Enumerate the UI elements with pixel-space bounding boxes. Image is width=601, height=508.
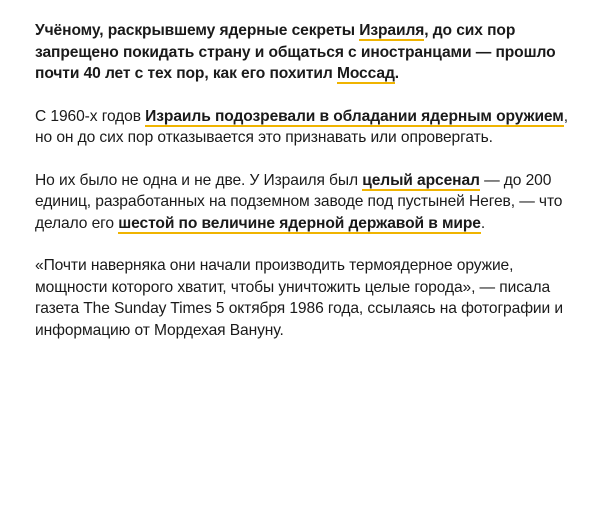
text-segment: «Почти наверняка они начали производить термоядерное оружие, мощности которого хватит, чтобы уничтожить целые города», — писала газета The Sunday Times 5 октября 1986 года, ссылаясь на фотографии и информацию от Мордехая Вануну. xyxy=(35,257,563,339)
text-segment: , до сих пор запрещено покидать страну и общаться с иностранцами — прошло почти 40 лет с тех пор, как его похитил xyxy=(35,22,556,82)
lead-paragraph xyxy=(35,20,570,85)
link-whole-arsenal[interactable]: целый арсенал xyxy=(362,171,480,189)
link-sixth-largest-nuclear-power[interactable]: шестой по величине ядерной державой в мире xyxy=(118,214,481,232)
text-segment: — до 200 единиц, разработанных на подземном заводе под пустыней Негев, — что делало его xyxy=(35,171,563,232)
text-segment: Учёному, раскрывшему ядерные секреты xyxy=(35,22,360,39)
text-segment: . xyxy=(394,65,399,82)
text-segment: Но их было не одна и не две. У Израиля был xyxy=(35,171,363,189)
paragraph-4-quote xyxy=(35,255,570,341)
text-segment: . xyxy=(480,214,486,232)
article-body xyxy=(35,20,570,341)
link-israel-nuclear-suspicion[interactable]: Израиль подозревали в обладании ядерным оружием xyxy=(145,107,564,125)
text-segment: , но он до сих пор отказывается это признавать или опровергать. xyxy=(35,107,568,146)
link-israel[interactable]: Израиля xyxy=(359,22,425,39)
paragraph-3 xyxy=(35,170,570,235)
paragraph-2 xyxy=(35,106,570,149)
text-segment: С 1960-х годов xyxy=(35,107,146,125)
link-mossad[interactable]: Моссад xyxy=(336,65,395,82)
